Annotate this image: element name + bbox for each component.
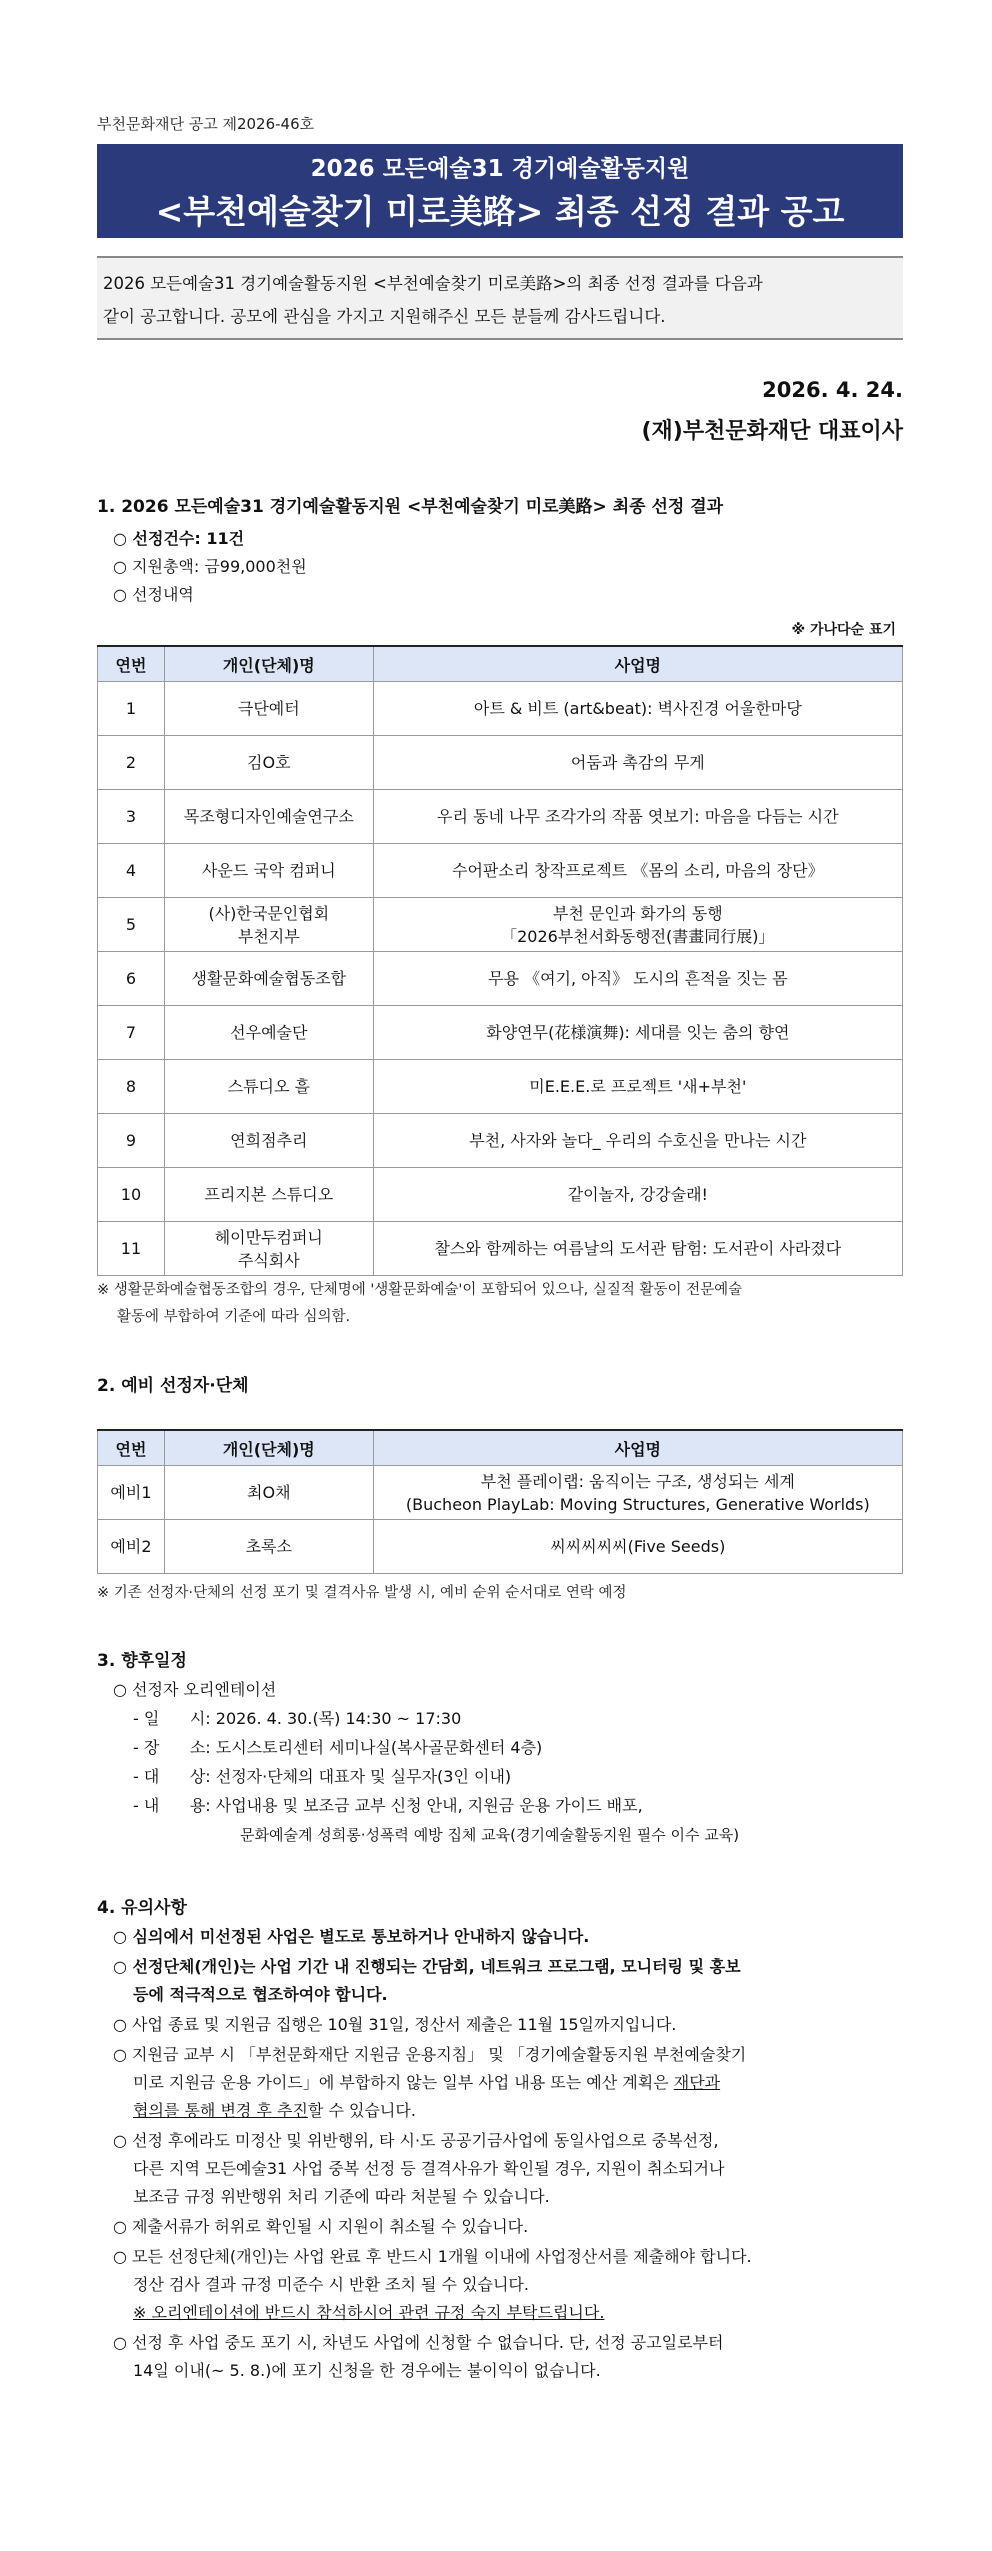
col-header-name: 개인(단체)명 bbox=[164, 646, 373, 682]
cell-project: 무용 《여기, 아직》 도시의 흔적을 짓는 몸 bbox=[373, 952, 902, 1006]
cell-project: 부천, 사자와 놀다_ 우리의 수호신을 만나는 시간 bbox=[373, 1114, 902, 1168]
table-row bbox=[98, 898, 903, 952]
note-7b: 정산 검사 결과 규정 미준수 시 반환 조치 될 수 있습니다. bbox=[133, 2275, 529, 2294]
cell-name: 최O채 bbox=[164, 1466, 373, 1520]
cell-project: 씨씨씨씨씨(Five Seeds) bbox=[373, 1520, 902, 1574]
table-row bbox=[98, 1060, 903, 1114]
section-1-footnote-2: 활동에 부합하여 기준에 따라 심의함. bbox=[117, 1309, 351, 1325]
cell-project: 찰스와 함께하는 여름날의 도서관 탐험: 도서관이 사라졌다 bbox=[373, 1222, 902, 1276]
cell-no: 7 bbox=[98, 1006, 165, 1060]
cell-name: 김O호 bbox=[164, 736, 373, 790]
cell-project: 미E.E.E.로 프로젝트 '새+부천' bbox=[373, 1060, 902, 1114]
cell-name: 연희점추리 bbox=[164, 1114, 373, 1168]
cell-name: 목조형디자인예술연구소 bbox=[164, 790, 373, 844]
cell-name: 초록소 bbox=[164, 1520, 373, 1574]
schedule-content-2: 문화예술계 성희롱·성폭력 예방 집체 교육(경기예술활동지원 필수 이수 교육) bbox=[240, 1826, 740, 1844]
schedule-time: - 일 시: 2026. 4. 30.(목) 14:30 ~ 17:30 bbox=[133, 1709, 462, 1728]
table-row bbox=[98, 1520, 903, 1574]
schedule-target: - 대 상: 선정자·단체의 대표자 및 실무자(3인 이내) bbox=[133, 1767, 512, 1786]
note-5c: 보조금 규정 위반행위 처리 기준에 따라 처분될 수 있습니다. bbox=[133, 2187, 550, 2206]
note-2b: 등에 적극적으로 협조하여야 합니다. bbox=[133, 1985, 388, 2004]
cell-name: (사)한국문인협회 부천지부 bbox=[164, 898, 373, 952]
cell-no: 4 bbox=[98, 844, 165, 898]
col-header-name: 개인(단체)명 bbox=[164, 1430, 373, 1466]
selected-count: ○ 선정건수: 11건 bbox=[113, 529, 245, 548]
cell-name: 스튜디오 흘 bbox=[164, 1060, 373, 1114]
col-header-project: 사업명 bbox=[373, 1430, 902, 1466]
section-4-title: 4. 유의사항 bbox=[97, 1898, 187, 1918]
title-line-1: 2026 모든예술31 경기예술활동지원 bbox=[310, 156, 690, 182]
note-7a: ○ 모든 선정단체(개인)는 사업 완료 후 반드시 1개월 이내에 사업정산서를 제출해야 합니다. bbox=[113, 2247, 752, 2266]
title-line-2: <부천예술찾기 미로美路> 최종 선정 결과 공고 bbox=[155, 192, 845, 231]
note-8a: ○ 선정 후 사업 중도 포기 시, 차년도 사업에 신청할 수 없습니다. 단, 선정 공고일로부터 bbox=[113, 2333, 724, 2352]
cell-project: 부천 플레이랩: 움직이는 구조, 생성되는 세계 (Bucheon PlayLab: Moving Structures, Generative Worlds) bbox=[373, 1466, 902, 1520]
note-3: ○ 사업 종료 및 지원금 집행은 10월 31일, 정산서 제출은 11월 15일까지입니다. bbox=[113, 2015, 677, 2034]
cell-name: 헤이만두컴퍼니 주식회사 bbox=[164, 1222, 373, 1276]
cell-no: 8 bbox=[98, 1060, 165, 1114]
note-7c: ※ 오리엔테이션에 반드시 참석하시어 관련 규정 숙지 부탁드립니다. bbox=[133, 2303, 605, 2322]
selection-details-label: ○ 선정내역 bbox=[113, 585, 194, 604]
cell-name: 극단예터 bbox=[164, 682, 373, 736]
note-2a: ○ 선정단체(개인)는 사업 기간 내 진행되는 간담회, 네트워크 프로그램, 모니터링 및 홍보 bbox=[113, 1957, 741, 1976]
table-row bbox=[98, 1168, 903, 1222]
table-row bbox=[98, 790, 903, 844]
col-header-project: 사업명 bbox=[373, 646, 902, 682]
intro-line-2: 같이 공고합니다. 공모에 관심을 가지고 지원해주신 모든 분들께 감사드립니다. bbox=[103, 307, 666, 326]
cell-no: 1 bbox=[98, 682, 165, 736]
cell-project: 아트 & 비트 (art&beat): 벽사진경 어울한마당 bbox=[373, 682, 902, 736]
section-2-title: 2. 예비 선정자·단체 bbox=[97, 1376, 249, 1396]
cell-project: 어둠과 촉감의 무게 bbox=[373, 736, 902, 790]
section-1-title: 1. 2026 모든예술31 경기예술활동지원 <부천예술찾기 미로美路> 최종 선정 결과 bbox=[97, 497, 724, 517]
cell-no: 11 bbox=[98, 1222, 165, 1276]
table-row bbox=[98, 1006, 903, 1060]
schedule-place: - 장 소: 도시스토리센터 세미나실(복사골문화센터 4층) bbox=[133, 1738, 543, 1757]
cell-name: 선우예술단 bbox=[164, 1006, 373, 1060]
section-1-footnote-1: ※ 생활문화예술협동조합의 경우, 단체명에 '생활문화예술'이 포함되어 있으나, 실질적 활동이 전문예술 bbox=[97, 1282, 743, 1298]
cell-project: 같이놀자, 강강술래! bbox=[373, 1168, 902, 1222]
cell-project: 화양연무(花様演舞): 세대를 잇는 춤의 향연 bbox=[373, 1006, 902, 1060]
note-8b: 14일 이내(~ 5. 8.)에 포기 신청을 한 경우에는 불이익이 없습니다. bbox=[133, 2361, 601, 2380]
table-row bbox=[98, 682, 903, 736]
note-1: ○ 심의에서 미선정된 사업은 별도로 통보하거나 안내하지 않습니다. bbox=[113, 1927, 590, 1946]
table-row bbox=[98, 952, 903, 1006]
cell-no: 예비1 bbox=[98, 1466, 165, 1520]
col-header-no: 연번 bbox=[98, 646, 165, 682]
title-banner bbox=[97, 144, 903, 238]
cell-project: 우리 동네 나무 조각가의 작품 엿보기: 마음을 다듬는 시간 bbox=[373, 790, 902, 844]
table-row bbox=[98, 844, 903, 898]
issuer: (재)부천문화재단 대표이사 bbox=[641, 419, 903, 444]
total-amount: ○ 지원총액: 금99,000천원 bbox=[113, 557, 307, 576]
notice-number: 부천문화재단 공고 제2026-46호 bbox=[97, 115, 315, 133]
cell-name: 프리지본 스튜디오 bbox=[164, 1168, 373, 1222]
cell-name: 사운드 국악 컴퍼니 bbox=[164, 844, 373, 898]
cell-name: 생활문화예술협동조합 bbox=[164, 952, 373, 1006]
cell-no: 6 bbox=[98, 952, 165, 1006]
cell-project: 수어판소리 창작프로젝트 《몸의 소리, 마음의 장단》 bbox=[373, 844, 902, 898]
announcement-date: 2026. 4. 24. bbox=[762, 378, 903, 402]
table-row bbox=[98, 1222, 903, 1276]
cell-no: 10 bbox=[98, 1168, 165, 1222]
note-5a: ○ 선정 후에라도 미정산 및 위반행위, 타 시·도 공공기금사업에 동일사업으로 중복선정, bbox=[113, 2131, 719, 2150]
note-4c: 협의를 통해 변경 후 추진할 수 있습니다. bbox=[133, 2101, 416, 2120]
table-row bbox=[98, 736, 903, 790]
order-note: ※ 가나다순 표기 bbox=[791, 622, 896, 638]
note-4b: 미로 지원금 운용 가이드」에 부합하지 않는 일부 사업 내용 또는 예산 계획은 재단과 bbox=[133, 2073, 721, 2092]
section-3-title: 3. 향후일정 bbox=[97, 1651, 187, 1671]
cell-no: 예비2 bbox=[98, 1520, 165, 1574]
table-row bbox=[98, 1466, 903, 1520]
note-6: ○ 제출서류가 허위로 확인될 시 지원이 취소될 수 있습니다. bbox=[113, 2217, 529, 2236]
note-4a: ○ 지원금 교부 시 「부천문화재단 지원금 운용지침」 및 「경기예술활동지원 부천예술찾기 bbox=[113, 2045, 747, 2064]
cell-no: 9 bbox=[98, 1114, 165, 1168]
orientation-label: ○ 선정자 오리엔테이션 bbox=[113, 1680, 277, 1699]
col-header-no: 연번 bbox=[98, 1430, 165, 1466]
cell-project: 부천 문인과 화가의 동행 「2026부천서화동행전(書畫同行展)」 bbox=[373, 898, 902, 952]
selection-table bbox=[97, 645, 903, 1276]
note-5b: 다른 지역 모든예술31 사업 중복 선정 등 결격사유가 확인될 경우, 지원이 취소되거나 bbox=[133, 2159, 725, 2178]
schedule-content: - 내 용: 사업내용 및 보조금 교부 신청 안내, 지원금 운용 가이드 배포, bbox=[133, 1796, 643, 1815]
intro-line-1: 2026 모든예술31 경기예술활동지원 <부천예술찾기 미로美路>의 최종 선정 결과를 다음과 bbox=[103, 274, 763, 293]
cell-no: 3 bbox=[98, 790, 165, 844]
intro-box bbox=[97, 256, 903, 340]
table-row bbox=[98, 1114, 903, 1168]
section-2-footnote: ※ 기존 선정자·단체의 선정 포기 및 결격사유 발생 시, 예비 순위 순서대로 연락 예정 bbox=[97, 1585, 627, 1601]
cell-no: 2 bbox=[98, 736, 165, 790]
reserve-table bbox=[97, 1429, 903, 1574]
cell-no: 5 bbox=[98, 898, 165, 952]
